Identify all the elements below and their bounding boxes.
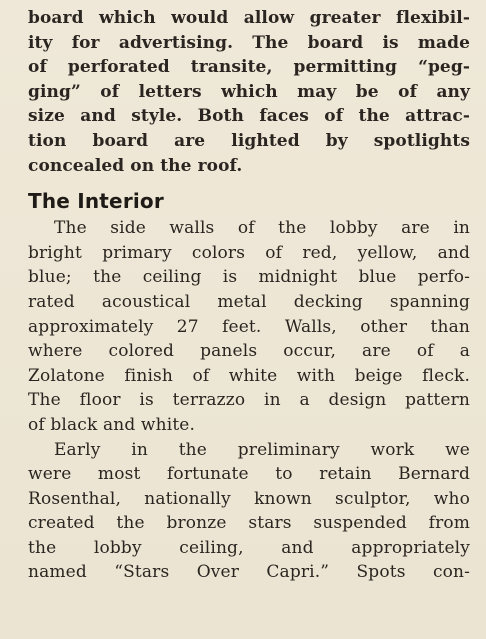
text-line: blue; the ceiling is midnight blue perfo- — [28, 267, 470, 288]
text-line: ity for advertising. The board is made — [28, 32, 470, 53]
intro-paragraph — [28, 6, 470, 178]
text-line: Zolatone finish of white with beige fleck. — [28, 365, 470, 386]
text-line: where colored panels occur, are of a — [28, 341, 470, 362]
text-line: named “Stars Over Capri.” Spots con- — [28, 562, 470, 583]
text-line: tion board are lighted by spotlights — [28, 130, 470, 151]
interior-paragraph-1 — [28, 216, 470, 437]
text-line: the lobby ceiling, and appropriately — [28, 537, 470, 558]
text-line: size and style. Both faces of the attrac- — [28, 106, 470, 127]
text-line: Early in the preliminary work we — [54, 439, 470, 460]
section-heading: The Interior — [28, 189, 164, 214]
text-line: approximately 27 feet. Walls, other than — [28, 316, 470, 337]
text-line: were most fortunate to retain Bernard — [28, 464, 470, 485]
text-line: ging” of letters which may be of any — [28, 81, 470, 102]
text-line: rated acoustical metal decking spanning — [28, 291, 470, 312]
text-line: The side walls of the lobby are in — [54, 218, 470, 239]
interior-paragraph-2 — [28, 438, 470, 586]
text-line: Rosenthal, nationally known sculptor, who — [28, 488, 470, 509]
text-line: bright primary colors of red, yellow, and — [28, 242, 470, 263]
text-line: board which would allow greater flexibil- — [28, 8, 470, 28]
text-line: created the bronze stars suspended from — [28, 513, 470, 534]
text-line: concealed on the roof. — [28, 155, 243, 176]
text-line: The floor is terrazzo in a design pattern — [28, 390, 470, 411]
text-line: of black and white. — [28, 414, 196, 435]
text-line: of perforated transite, permitting “peg- — [28, 57, 470, 78]
